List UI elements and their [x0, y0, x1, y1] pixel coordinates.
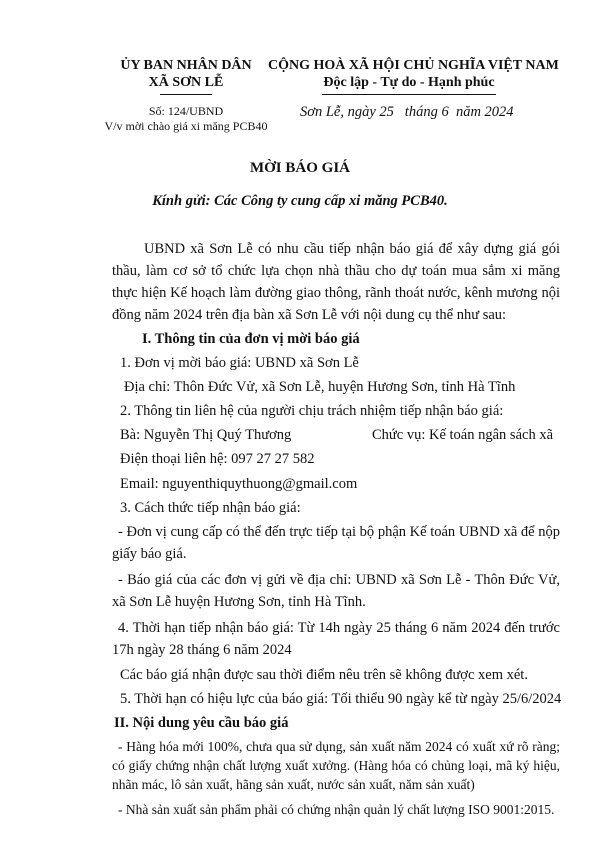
section1-address: Địa chỉ: Thôn Đức Vử, xã Sơn Lễ, huyện Hương Sơn, tỉnh Hà Tĩnh	[124, 379, 516, 395]
recipient-line: Kính gửi: Các Công ty cung cấp xi măng PCB40.	[152, 193, 448, 209]
nation-line1: CỘNG HOÀ XÃ HỘI CHỦ NGHĨA VIỆT NAM	[268, 58, 559, 73]
section1-heading: I. Thông tin của đơn vị mời báo giá	[142, 331, 360, 347]
contact-name: Bà: Nguyễn Thị Quý Thương	[120, 427, 292, 443]
section2-req1: - Hàng hóa mới 100%, chưa qua sử dụng, sản xuất năm 2024 có xuất xứ rõ ràng; có giấy chứng nhận chất lượng xuất xưởng. (Hàng hóa có chủng loại, mã ký hiệu, nhãn mác, lô sản xuất, hãng sản xuất, nước sản xuất, năm sản xuất)	[112, 739, 560, 792]
section1-item3: 3. Cách thức tiếp nhận báo giá:	[120, 500, 301, 516]
section2-req2: - Nhà sản xuất sản phẩm phải có chứng nhận quản lý chất lượng ISO 9001:2015.	[118, 802, 555, 817]
section1-item4: 4. Thời hạn tiếp nhận báo giá: Từ 14h ngày 25 tháng 6 năm 2024 đến trước 17h ngày 28 tháng 6 năm 2024	[112, 620, 560, 658]
section1-item4-note: Các báo giá nhận được sau thời điểm nêu trên sẽ không được xem xét.	[120, 667, 528, 683]
contact-phone: Điện thoại liên hệ: 097 27 27 582	[120, 451, 315, 467]
section2-heading: II. Nội dung yêu cầu báo giá	[114, 715, 289, 731]
nation-line2: Độc lập - Tự do - Hạnh phúc	[323, 75, 495, 90]
method1-paragraph: - Đơn vị cung cấp có thể đến trực tiếp tại bộ phận Kế toán UBND xã để nộp giấy báo giá.	[112, 524, 560, 562]
contact-role: Chức vụ: Kế toán ngân sách xã	[372, 427, 554, 443]
intro-paragraph: UBND xã Sơn Lễ có nhu cầu tiếp nhận báo giá để xây dựng giá gói thầu, làm cơ sở tổ chức lựa chọn nhà thầu cho dự toán mua sắm xi măng thực hiện Kế hoạch làm đường giao thông, rãnh thoát nước, kênh mương nội đồng năm 2024 trên địa bàn xã Sơn Lễ với nội dung cụ thể như sau:	[112, 241, 560, 323]
contact-email: Email: nguyenthiquythuong@gmail.com	[120, 476, 358, 492]
section1-item5: 5. Thời hạn có hiệu lực của báo giá: Tối thiểu 90 ngày kể từ ngày 25/6/2024	[120, 691, 562, 707]
org-name-line1: ỦY BAN NHÂN DÂN	[120, 58, 252, 73]
org-name-line2: XÃ SƠN LỄ	[148, 75, 224, 90]
document-title: MỜI BÁO GIÁ	[249, 160, 350, 176]
org-underline	[160, 94, 212, 95]
section1-item1: 1. Đơn vị mời báo giá: UBND xã Sơn Lễ	[120, 355, 359, 371]
method2-paragraph: - Báo giá của các đơn vị gửi về địa chỉ: UBND xã Sơn Lễ - Thôn Đức Vử, xã Sơn Lễ huyện Hương Sơn, tỉnh Hà Tĩnh.	[112, 572, 560, 610]
place-date: Sơn Lễ, ngày 25 tháng 6 năm 2024	[300, 104, 514, 120]
section1-item2: 2. Thông tin liên hệ của người chịu trách nhiệm tiếp nhận báo giá:	[120, 403, 504, 419]
doc-number: Số: 124/UBND	[148, 104, 224, 118]
doc-subject: V/v mời chào giá xi măng PCB40	[104, 119, 268, 133]
nation-underline	[322, 94, 496, 95]
